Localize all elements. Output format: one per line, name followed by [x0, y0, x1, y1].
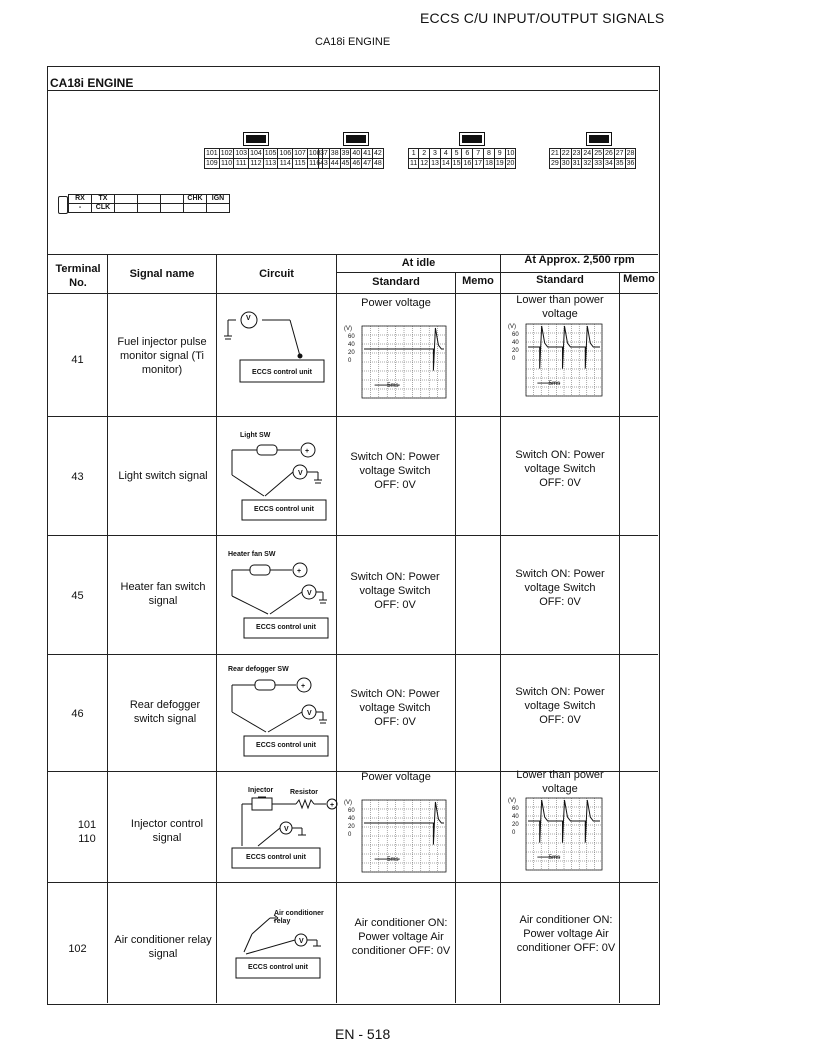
connector-pin: 110 [220, 160, 233, 167]
connector-pin: 16 [463, 160, 472, 167]
connector-pin: 108 [308, 150, 321, 157]
terminal-no: 102 [68, 943, 87, 955]
scope-axis-label: 40 [512, 814, 519, 820]
connector-pin: 4 [440, 149, 451, 159]
resistor-label: Resistor [290, 789, 319, 796]
scope-axis-label: 60 [512, 806, 519, 812]
connector-pin: 25 [594, 150, 602, 157]
header-rpm-standard: Standard [536, 274, 584, 286]
connector-pin: 113 [265, 160, 277, 167]
connector-pin: 9 [494, 149, 505, 159]
connector-pin: 103 [235, 150, 248, 157]
voltmeter-icon: V [307, 710, 312, 717]
connector-pin: 23 [572, 150, 581, 157]
voltmeter-icon: V [246, 315, 251, 322]
connector-pin: 11 [410, 160, 418, 167]
connector-pin: 13 [431, 160, 439, 167]
connector-pin: 32 [583, 160, 592, 167]
connector-pin: 20 [506, 160, 515, 167]
connector-pin: 47 [363, 160, 371, 167]
connector-pin: IGN [207, 195, 230, 204]
header-circuit: Circuit [259, 268, 294, 280]
header-idle-memo: Memo [462, 275, 494, 287]
relay-label: Air conditioner relay [274, 910, 324, 925]
ecu-label: ECCS control unit [248, 964, 308, 971]
scope-axis-label: 0 [348, 358, 352, 364]
connector-pin: 28 [626, 150, 635, 157]
voltmeter-icon: V [298, 470, 303, 477]
scope-axis-label: 40 [512, 340, 519, 346]
page-subtitle: CA18i ENGINE [315, 36, 391, 48]
connector-pin: 19 [495, 160, 504, 167]
idle-standard: Switch ON: Power voltage Switch OFF: 0V [350, 451, 440, 491]
scope-axis-label: 40 [348, 342, 355, 348]
switch-label: Rear defogger SW [228, 666, 289, 673]
idle-standard: Switch ON: Power voltage Switch OFF: 0V [350, 688, 440, 728]
connector-pin: 41 [363, 150, 371, 157]
connector-pin: 39 [341, 150, 350, 157]
scope-time-label: 5ms [387, 857, 399, 864]
connector-pin: 15 [452, 160, 461, 167]
connector-pin: 38 [330, 150, 339, 157]
connector-pin: 14 [441, 160, 450, 167]
scope-axis-label: (V) [508, 324, 516, 330]
terminal-no: 41 [71, 354, 84, 366]
header-at-idle: At idle [401, 257, 436, 269]
signal-name: Rear defogger switch signal [129, 699, 201, 725]
rpm-standard: Air conditioner ON: Power voltage Air conditioner OFF: 0V [516, 914, 616, 954]
oscilloscope-waveform [344, 322, 448, 402]
connector-pin: 48 [373, 160, 382, 167]
scope-time-label: 5ms [548, 855, 561, 862]
oscilloscope-waveform [344, 796, 448, 876]
connector-pin: 24 [583, 150, 592, 157]
connector-pin: 109 [206, 160, 218, 167]
scope-time-label: 5ms [387, 383, 399, 390]
header-signal-name: Signal name [129, 268, 195, 280]
scope-axis-label: 0 [348, 832, 352, 838]
engine-label: CA18i ENGINE [50, 76, 134, 90]
injector-label: Injector [248, 787, 274, 794]
connector-pin: TX [92, 195, 115, 204]
connector-pin: 107 [294, 150, 306, 157]
terminal-no: 46 [71, 708, 84, 720]
scope-axis-label: 60 [348, 808, 355, 814]
header-terminal-no: Terminal No. [55, 263, 101, 289]
connector-pin: 104 [250, 150, 262, 157]
idle-standard: Power voltage [361, 297, 431, 309]
connector-pin: 29 [551, 160, 559, 167]
connector-pin: 40 [352, 150, 361, 157]
oscilloscope-waveform [508, 320, 604, 400]
terminal-no: 101 110 [77, 819, 97, 845]
scope-axis-label: 20 [348, 824, 355, 830]
idle-standard: Power voltage [361, 771, 431, 783]
rpm-standard: Switch ON: Power voltage Switch OFF: 0V [515, 686, 605, 726]
header-at-rpm: At Approx. 2,500 rpm [524, 254, 635, 266]
oscilloscope-waveform [508, 794, 604, 874]
connector-pin: 34 [604, 160, 613, 167]
scope-axis-label: (V) [344, 326, 352, 332]
connector-pin: 30 [561, 160, 570, 167]
scope-axis-label: 20 [512, 348, 519, 354]
positive-terminal-icon: + [297, 568, 302, 575]
connector-pin: 8 [484, 149, 495, 159]
ecu-label: ECCS control unit [246, 854, 306, 861]
connector-pin: 21 [551, 150, 559, 157]
connector-pin: 22 [561, 150, 570, 157]
signal-name: Fuel injector pulse monitor signal (Ti monitor) [117, 336, 207, 376]
scope-axis-label: (V) [344, 800, 352, 806]
ecu-label: ECCS control unit [254, 506, 314, 513]
signal-name: Heater fan switch signal [120, 581, 206, 607]
page-title: ECCS C/U INPUT/OUTPUT SIGNALS [420, 10, 665, 26]
connector-pin: 5 [451, 149, 462, 159]
idle-standard: Switch ON: Power voltage Switch OFF: 0V [350, 571, 440, 611]
connector-pin: 31 [572, 160, 581, 167]
connector-pin: 42 [373, 150, 382, 157]
scope-axis-label: 60 [512, 332, 519, 338]
connector-pin: 12 [420, 160, 429, 167]
idle-standard: Air conditioner ON: Power voltage Air conditioner OFF: 0V [351, 917, 451, 957]
scope-axis-label: 40 [348, 816, 355, 822]
connector-pin: 36 [626, 160, 635, 167]
connector-pin: CHK [184, 195, 207, 204]
positive-terminal-icon: + [305, 448, 310, 455]
signal-name: Injector control signal [130, 818, 204, 844]
connector-pin: 6 [462, 149, 473, 159]
header-rpm-memo: Memo [623, 273, 655, 285]
terminal-no: 43 [71, 471, 84, 483]
connector-pin: 115 [294, 160, 306, 167]
connector-pin: CLK [92, 204, 115, 213]
voltmeter-icon: V [307, 590, 312, 597]
connector-pin: 3 [430, 149, 441, 159]
connector-pin: 27 [615, 150, 624, 157]
connector-pin: 17 [474, 160, 483, 167]
connector-pin: 2 [419, 149, 430, 159]
positive-terminal-icon: + [330, 802, 335, 809]
rpm-standard: Lower than power voltage [516, 294, 604, 320]
signal-name: Light switch signal [118, 470, 208, 482]
connector-pin: 35 [615, 160, 624, 167]
rpm-standard: Switch ON: Power voltage Switch OFF: 0V [515, 568, 605, 608]
connector-pin: 7 [473, 149, 484, 159]
connector-pin: RX [69, 195, 92, 204]
connector-pin: 112 [250, 160, 262, 167]
connector-pin: 46 [352, 160, 361, 167]
connector-pin: 106 [279, 150, 292, 157]
scope-axis-label: 0 [512, 356, 516, 362]
scope-axis-label: 60 [348, 334, 355, 340]
terminal-no: 45 [71, 590, 84, 602]
connector-pin: 102 [220, 150, 233, 157]
ecu-label: ECCS control unit [256, 624, 316, 631]
connector-pin: 116 [309, 160, 321, 167]
header-idle-standard: Standard [372, 276, 420, 288]
connector-pin: 18 [485, 160, 493, 167]
connector-pin: 1 [409, 149, 419, 159]
connector-pin: - [69, 204, 92, 213]
scope-axis-label: 20 [348, 350, 355, 356]
rpm-standard: Switch ON: Power voltage Switch OFF: 0V [515, 449, 605, 489]
scope-axis-label: 20 [512, 822, 519, 828]
connector-pin: 101 [206, 150, 218, 157]
connector-pin: 37 [320, 150, 328, 157]
connector-pin: 105 [264, 150, 277, 157]
connector-pin: 45 [341, 160, 350, 167]
scope-axis-label: 0 [512, 830, 516, 836]
connector-pin: 111 [234, 159, 249, 169]
signal-name: Air conditioner relay signal [114, 934, 212, 960]
connector-pin: 26 [604, 150, 613, 157]
page-number: EN - 518 [335, 1026, 391, 1042]
connector-pin: 43 [320, 160, 328, 167]
ecu-label: ECCS control unit [252, 369, 312, 376]
scope-time-label: 5ms [548, 381, 561, 388]
ecu-label: ECCS control unit [256, 742, 316, 749]
positive-terminal-icon: + [301, 683, 306, 690]
voltmeter-icon: V [284, 826, 289, 833]
switch-label: Light SW [240, 432, 271, 439]
voltmeter-icon: V [299, 938, 304, 945]
switch-label: Heater fan SW [228, 551, 276, 558]
rpm-standard: Lower than power voltage [516, 769, 604, 795]
connector-pin: 44 [330, 160, 339, 167]
scope-axis-label: (V) [508, 798, 516, 804]
connector-pin: 33 [594, 160, 602, 167]
connector-pin: 114 [279, 160, 291, 167]
connector-pin: 10 [506, 150, 515, 157]
